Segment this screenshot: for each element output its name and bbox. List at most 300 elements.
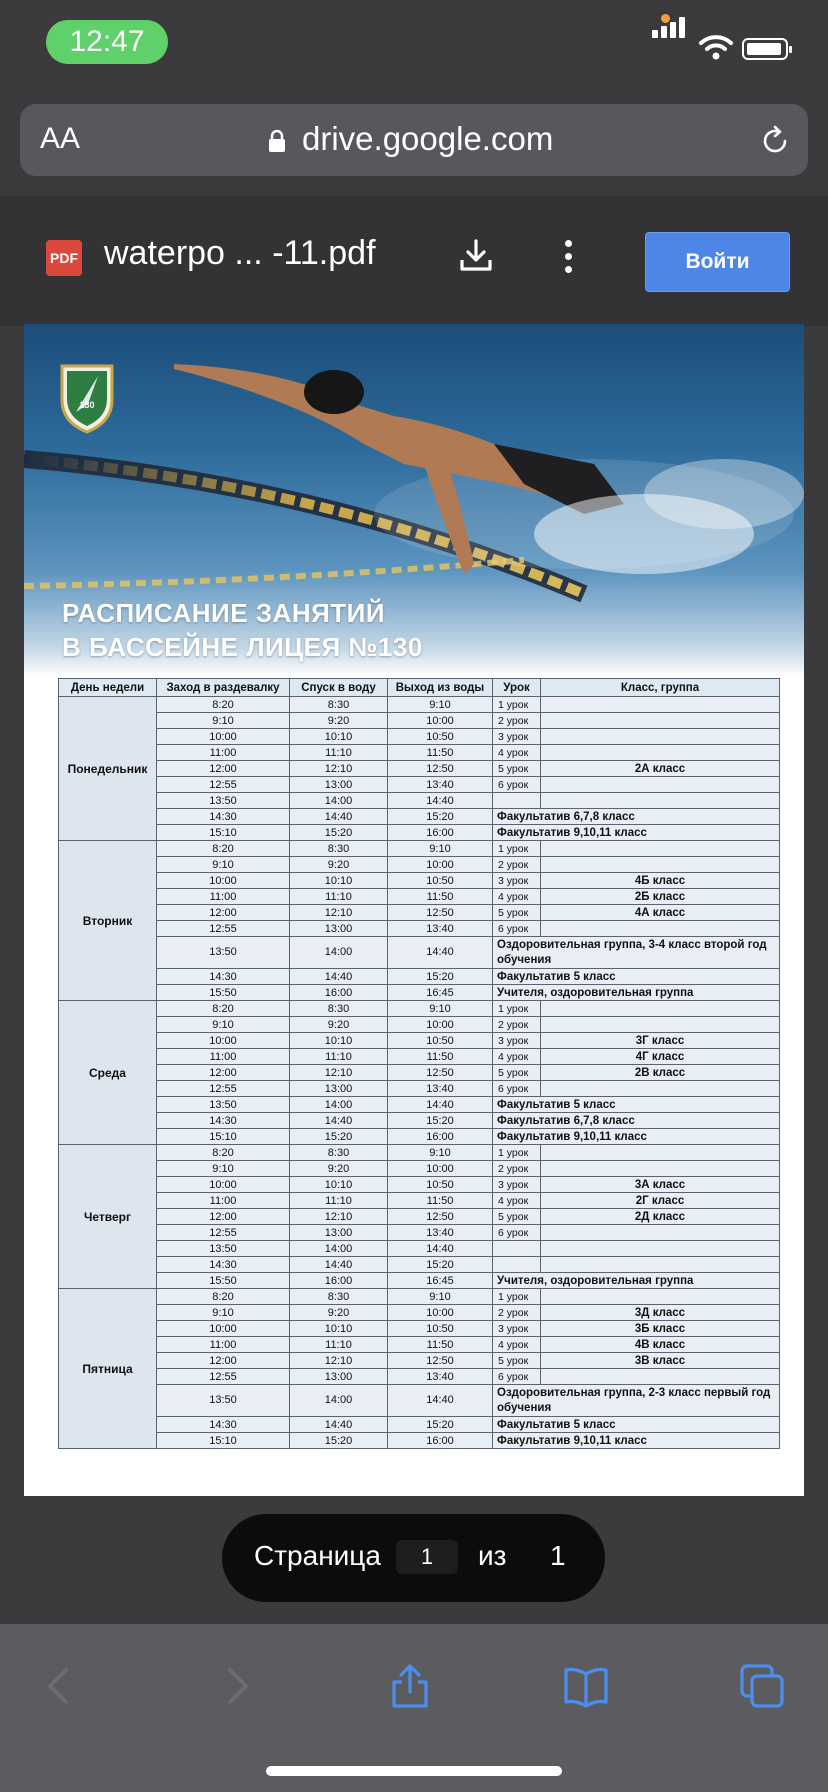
entry-time-cell: 11:00: [157, 1337, 290, 1353]
status-time[interactable]: 12:47: [46, 20, 168, 64]
water-start-cell: 8:30: [290, 1001, 388, 1017]
table-row: [59, 793, 780, 809]
group-span-cell: Факультатив 6,7,8 класс: [493, 809, 780, 825]
water-start-cell: 8:30: [290, 841, 388, 857]
water-start-cell: 12:10: [290, 1353, 388, 1369]
group-span-cell: Учителя, оздоровительная группа: [493, 985, 780, 1001]
class-group-cell: 4А класс: [541, 905, 780, 921]
water-start-cell: 14:00: [290, 1097, 388, 1113]
water-end-cell: 11:50: [388, 1337, 493, 1353]
water-end-cell: 16:00: [388, 825, 493, 841]
forward-icon[interactable]: [212, 1662, 260, 1710]
login-button[interactable]: Войти: [645, 232, 790, 292]
water-end-cell: 15:20: [388, 809, 493, 825]
day-cell: Вторник: [59, 841, 157, 1001]
table-row: [59, 1337, 780, 1353]
pdf-file-icon: PDF: [46, 240, 82, 276]
reload-icon[interactable]: [758, 124, 792, 158]
water-start-cell: 16:00: [290, 985, 388, 1001]
lesson-cell: 1 урок: [493, 1001, 541, 1017]
class-group-cell: [541, 857, 780, 873]
lesson-cell: 6 урок: [493, 1081, 541, 1097]
entry-time-cell: 11:00: [157, 1193, 290, 1209]
water-start-cell: 13:00: [290, 1081, 388, 1097]
home-indicator[interactable]: [266, 1766, 562, 1776]
entry-time-cell: 12:55: [157, 1225, 290, 1241]
table-row: [59, 1385, 780, 1417]
table-row: [59, 889, 780, 905]
water-start-cell: 11:10: [290, 1193, 388, 1209]
class-group-cell: 3Г класс: [541, 1033, 780, 1049]
pdf-page: [24, 324, 804, 1496]
url-text[interactable]: drive.google.com: [302, 120, 554, 157]
total-pages: 1: [550, 1540, 566, 1571]
download-icon[interactable]: [458, 238, 494, 274]
status-bar: [0, 0, 828, 95]
entry-time-cell: 15:10: [157, 1129, 290, 1145]
current-page-input[interactable]: 1: [396, 1540, 458, 1574]
table-row: [59, 1321, 780, 1337]
table-row: [59, 1129, 780, 1145]
water-start-cell: 15:20: [290, 1433, 388, 1449]
water-end-cell: 15:20: [388, 969, 493, 985]
class-group-cell: [541, 697, 780, 713]
title-line-2: В БАССЕЙНЕ ЛИЦЕЯ №130: [62, 632, 423, 662]
class-group-cell: 4Г класс: [541, 1049, 780, 1065]
class-group-cell: [541, 729, 780, 745]
table-row: [59, 777, 780, 793]
water-start-cell: 14:40: [290, 1113, 388, 1129]
svg-text:130: 130: [79, 400, 95, 410]
pdf-viewer-header: [0, 196, 828, 326]
group-span-cell: Факультатив 5 класс: [493, 1417, 780, 1433]
table-row: [59, 1097, 780, 1113]
entry-time-cell: 13:50: [157, 793, 290, 809]
water-end-cell: 13:40: [388, 777, 493, 793]
class-group-cell: [541, 1257, 780, 1273]
water-end-cell: 12:50: [388, 1209, 493, 1225]
water-end-cell: 12:50: [388, 1353, 493, 1369]
water-end-cell: 14:40: [388, 937, 493, 969]
water-start-cell: 13:00: [290, 1369, 388, 1385]
address-bar[interactable]: [20, 104, 808, 176]
water-start-cell: 15:20: [290, 1129, 388, 1145]
class-group-cell: [541, 1241, 780, 1257]
entry-time-cell: 8:20: [157, 697, 290, 713]
water-end-cell: 10:00: [388, 1017, 493, 1033]
column-header: Выход из воды: [388, 679, 493, 697]
lesson-cell: 5 урок: [493, 905, 541, 921]
table-row: [59, 1273, 780, 1289]
water-start-cell: 10:10: [290, 1321, 388, 1337]
back-icon[interactable]: [36, 1662, 84, 1710]
water-start-cell: 10:10: [290, 729, 388, 745]
water-end-cell: 10:50: [388, 1321, 493, 1337]
water-end-cell: 16:00: [388, 1129, 493, 1145]
table-row: [59, 1353, 780, 1369]
entry-time-cell: 9:10: [157, 1017, 290, 1033]
entry-time-cell: 9:10: [157, 713, 290, 729]
entry-time-cell: 14:30: [157, 1417, 290, 1433]
day-cell: Среда: [59, 1001, 157, 1145]
table-row: [59, 1065, 780, 1081]
water-start-cell: 14:40: [290, 1257, 388, 1273]
table-row: [59, 1049, 780, 1065]
table-row: [59, 1433, 780, 1449]
water-start-cell: 9:20: [290, 1161, 388, 1177]
entry-time-cell: 9:10: [157, 1305, 290, 1321]
water-end-cell: 11:50: [388, 745, 493, 761]
group-span-cell: Учителя, оздоровительная группа: [493, 1273, 780, 1289]
water-end-cell: 12:50: [388, 1065, 493, 1081]
group-span-cell: Факультатив 9,10,11 класс: [493, 825, 780, 841]
class-group-cell: [541, 1225, 780, 1241]
table-row: [59, 729, 780, 745]
table-row: [59, 745, 780, 761]
entry-time-cell: 15:10: [157, 1433, 290, 1449]
swimmer-hero-image: [24, 324, 804, 676]
title-line-1: РАСПИСАНИЕ ЗАНЯТИЙ: [62, 598, 386, 628]
table-row: [59, 1081, 780, 1097]
column-header: День недели: [59, 679, 157, 697]
table-row: [59, 713, 780, 729]
water-start-cell: 14:00: [290, 937, 388, 969]
water-end-cell: 13:40: [388, 921, 493, 937]
entry-time-cell: 15:50: [157, 1273, 290, 1289]
water-start-cell: 9:20: [290, 857, 388, 873]
entry-time-cell: 12:00: [157, 761, 290, 777]
entry-time-cell: 12:00: [157, 1065, 290, 1081]
group-span-cell: Факультатив 5 класс: [493, 1097, 780, 1113]
entry-time-cell: 12:00: [157, 1209, 290, 1225]
class-group-cell: 2А класс: [541, 761, 780, 777]
entry-time-cell: 15:50: [157, 985, 290, 1001]
entry-time-cell: 13:50: [157, 937, 290, 969]
lesson-cell: 4 урок: [493, 745, 541, 761]
class-group-cell: [541, 841, 780, 857]
entry-time-cell: 12:55: [157, 1081, 290, 1097]
entry-time-cell: 8:20: [157, 1001, 290, 1017]
water-end-cell: 10:50: [388, 729, 493, 745]
recording-indicator: [661, 14, 670, 23]
group-span-cell: Факультатив 5 класс: [493, 969, 780, 985]
table-row: [59, 1113, 780, 1129]
entry-time-cell: 8:20: [157, 841, 290, 857]
day-cell: Понедельник: [59, 697, 157, 841]
class-group-cell: [541, 745, 780, 761]
table-row: [59, 1289, 780, 1305]
table-row: [59, 1145, 780, 1161]
water-end-cell: 14:40: [388, 1097, 493, 1113]
entry-time-cell: 12:55: [157, 1369, 290, 1385]
school-emblem-logo: [58, 362, 116, 434]
lesson-cell: 3 урок: [493, 729, 541, 745]
lesson-cell: 5 урок: [493, 1209, 541, 1225]
water-end-cell: 9:10: [388, 1145, 493, 1161]
lesson-cell: 1 урок: [493, 1289, 541, 1305]
lesson-cell: 6 урок: [493, 777, 541, 793]
class-group-cell: [541, 713, 780, 729]
class-group-cell: [541, 1017, 780, 1033]
entry-time-cell: 10:00: [157, 729, 290, 745]
lesson-cell: 4 урок: [493, 889, 541, 905]
lesson-cell: 1 урок: [493, 697, 541, 713]
lesson-cell: 3 урок: [493, 1177, 541, 1193]
table-row: [59, 1177, 780, 1193]
entry-time-cell: 13:50: [157, 1385, 290, 1417]
water-end-cell: 14:40: [388, 793, 493, 809]
water-start-cell: 14:40: [290, 1417, 388, 1433]
more-options-icon[interactable]: [565, 240, 572, 279]
entry-time-cell: 12:55: [157, 921, 290, 937]
lesson-cell: 2 урок: [493, 1017, 541, 1033]
table-row: [59, 1001, 780, 1017]
class-group-cell: 3Б класс: [541, 1321, 780, 1337]
water-end-cell: 12:50: [388, 761, 493, 777]
lesson-cell: 2 урок: [493, 713, 541, 729]
water-start-cell: 11:10: [290, 1049, 388, 1065]
table-row: [59, 1257, 780, 1273]
water-end-cell: 11:50: [388, 889, 493, 905]
water-end-cell: 9:10: [388, 1001, 493, 1017]
table-row: [59, 857, 780, 873]
water-end-cell: 9:10: [388, 841, 493, 857]
water-start-cell: 10:10: [290, 873, 388, 889]
entry-time-cell: 8:20: [157, 1145, 290, 1161]
entry-time-cell: 13:50: [157, 1241, 290, 1257]
water-end-cell: 10:50: [388, 873, 493, 889]
page-label: Страница: [254, 1540, 381, 1571]
class-group-cell: [541, 1145, 780, 1161]
water-end-cell: 10:50: [388, 1033, 493, 1049]
class-group-cell: 3В класс: [541, 1353, 780, 1369]
water-end-cell: 14:40: [388, 1385, 493, 1417]
class-group-cell: 2В класс: [541, 1065, 780, 1081]
lesson-cell: 3 урок: [493, 1321, 541, 1337]
water-start-cell: 11:10: [290, 1337, 388, 1353]
entry-time-cell: 10:00: [157, 1033, 290, 1049]
class-group-cell: 4Б класс: [541, 873, 780, 889]
water-start-cell: 14:00: [290, 1385, 388, 1417]
entry-time-cell: 15:10: [157, 825, 290, 841]
lesson-cell: 3 урок: [493, 873, 541, 889]
class-group-cell: 3А класс: [541, 1177, 780, 1193]
class-group-cell: 2Б класс: [541, 889, 780, 905]
reader-options-label: AA: [40, 122, 81, 155]
table-row: [59, 905, 780, 921]
entry-time-cell: 11:00: [157, 745, 290, 761]
water-end-cell: 9:10: [388, 697, 493, 713]
table-row: [59, 937, 780, 969]
water-start-cell: 10:10: [290, 1177, 388, 1193]
water-end-cell: 15:20: [388, 1257, 493, 1273]
lesson-cell: [493, 1257, 541, 1273]
entry-time-cell: 10:00: [157, 1321, 290, 1337]
water-start-cell: 10:10: [290, 1033, 388, 1049]
lesson-cell: [493, 793, 541, 809]
table-row: [59, 921, 780, 937]
table-row: [59, 697, 780, 713]
lesson-cell: 1 урок: [493, 841, 541, 857]
group-span-cell: Факультатив 9,10,11 класс: [493, 1433, 780, 1449]
entry-time-cell: 14:30: [157, 809, 290, 825]
class-group-cell: 3Д класс: [541, 1305, 780, 1321]
entry-time-cell: 14:30: [157, 1257, 290, 1273]
table-row: [59, 1417, 780, 1433]
table-row: [59, 1369, 780, 1385]
column-header: Класс, группа: [541, 679, 780, 697]
table-row: [59, 841, 780, 857]
entry-time-cell: 12:00: [157, 1353, 290, 1369]
water-end-cell: 16:45: [388, 1273, 493, 1289]
group-span-cell: Оздоровительная группа, 2-3 класс первый год обучения: [493, 1385, 780, 1417]
water-end-cell: 16:45: [388, 985, 493, 1001]
lesson-cell: [493, 1241, 541, 1257]
water-end-cell: 16:00: [388, 1433, 493, 1449]
water-start-cell: 14:00: [290, 793, 388, 809]
entry-time-cell: 13:50: [157, 1097, 290, 1113]
table-row: [59, 1033, 780, 1049]
lock-icon: [267, 129, 287, 153]
water-end-cell: 10:50: [388, 1177, 493, 1193]
water-end-cell: 13:40: [388, 1225, 493, 1241]
entry-time-cell: 9:10: [157, 1161, 290, 1177]
water-start-cell: 9:20: [290, 1305, 388, 1321]
entry-time-cell: 14:30: [157, 1113, 290, 1129]
table-row: [59, 1161, 780, 1177]
water-start-cell: 9:20: [290, 1017, 388, 1033]
class-group-cell: [541, 1369, 780, 1385]
file-name: waterpo ... -11.pdf: [104, 234, 376, 272]
table-row: [59, 873, 780, 889]
lesson-cell: 5 урок: [493, 1065, 541, 1081]
entry-time-cell: 12:55: [157, 777, 290, 793]
water-end-cell: 11:50: [388, 1193, 493, 1209]
lesson-cell: 4 урок: [493, 1193, 541, 1209]
column-header: Заход в раздевалку: [157, 679, 290, 697]
browser-toolbar: [0, 1624, 828, 1792]
entry-time-cell: 8:20: [157, 1289, 290, 1305]
water-start-cell: 8:30: [290, 697, 388, 713]
water-start-cell: 15:20: [290, 825, 388, 841]
table-row: [59, 1209, 780, 1225]
water-end-cell: 11:50: [388, 1049, 493, 1065]
water-start-cell: 13:00: [290, 1225, 388, 1241]
water-start-cell: 9:20: [290, 713, 388, 729]
lesson-cell: 2 урок: [493, 1161, 541, 1177]
document-title: [62, 596, 423, 664]
water-start-cell: 14:40: [290, 809, 388, 825]
water-end-cell: 10:00: [388, 857, 493, 873]
water-end-cell: 13:40: [388, 1081, 493, 1097]
group-span-cell: Факультатив 6,7,8 класс: [493, 1113, 780, 1129]
lesson-cell: 4 урок: [493, 1337, 541, 1353]
lesson-cell: 4 урок: [493, 1049, 541, 1065]
class-group-cell: 2Г класс: [541, 1193, 780, 1209]
entry-time-cell: 11:00: [157, 889, 290, 905]
water-end-cell: 14:40: [388, 1241, 493, 1257]
water-start-cell: 11:10: [290, 889, 388, 905]
water-start-cell: 12:10: [290, 905, 388, 921]
water-start-cell: 13:00: [290, 921, 388, 937]
table-row: [59, 1193, 780, 1209]
water-start-cell: 12:10: [290, 1065, 388, 1081]
table-row: [59, 1241, 780, 1257]
reader-options-button[interactable]: [40, 122, 80, 156]
class-group-cell: [541, 793, 780, 809]
lesson-cell: 5 урок: [493, 1353, 541, 1369]
group-span-cell: Оздоровительная группа, 3-4 класс второй год обучения: [493, 937, 780, 969]
entry-time-cell: 12:00: [157, 905, 290, 921]
wifi-icon: [699, 34, 733, 60]
schedule-table: [58, 678, 780, 1449]
lesson-cell: 2 урок: [493, 857, 541, 873]
water-end-cell: 15:20: [388, 1417, 493, 1433]
entry-time-cell: 14:30: [157, 969, 290, 985]
lesson-cell: 6 урок: [493, 1369, 541, 1385]
water-start-cell: 8:30: [290, 1145, 388, 1161]
table-header-row: [59, 679, 780, 697]
class-group-cell: [541, 1001, 780, 1017]
column-header: Урок: [493, 679, 541, 697]
group-span-cell: Факультатив 9,10,11 класс: [493, 1129, 780, 1145]
class-group-cell: [541, 921, 780, 937]
class-group-cell: [541, 1161, 780, 1177]
table-row: [59, 825, 780, 841]
class-group-cell: [541, 1289, 780, 1305]
water-start-cell: 13:00: [290, 777, 388, 793]
battery-icon: [742, 38, 788, 60]
water-start-cell: 14:40: [290, 969, 388, 985]
table-row: [59, 1305, 780, 1321]
class-group-cell: 4В класс: [541, 1337, 780, 1353]
day-cell: Пятница: [59, 1289, 157, 1449]
table-row: [59, 985, 780, 1001]
lesson-cell: 3 урок: [493, 1033, 541, 1049]
page-of-label: из: [478, 1540, 507, 1571]
water-end-cell: 13:40: [388, 1369, 493, 1385]
lesson-cell: 1 урок: [493, 1145, 541, 1161]
water-end-cell: 12:50: [388, 905, 493, 921]
water-start-cell: 12:10: [290, 761, 388, 777]
entry-time-cell: 10:00: [157, 1177, 290, 1193]
page-indicator: [222, 1514, 605, 1602]
water-end-cell: 10:00: [388, 1161, 493, 1177]
water-end-cell: 10:00: [388, 1305, 493, 1321]
water-start-cell: 12:10: [290, 1209, 388, 1225]
share-icon[interactable]: [386, 1662, 434, 1710]
class-group-cell: [541, 777, 780, 793]
lesson-cell: 6 урок: [493, 921, 541, 937]
table-row: [59, 809, 780, 825]
lesson-cell: 5 урок: [493, 761, 541, 777]
entry-time-cell: 9:10: [157, 857, 290, 873]
lesson-cell: 6 урок: [493, 1225, 541, 1241]
day-cell: Четверг: [59, 1145, 157, 1289]
table-row: [59, 969, 780, 985]
tabs-icon[interactable]: [738, 1662, 786, 1710]
entry-time-cell: 10:00: [157, 873, 290, 889]
water-end-cell: 9:10: [388, 1289, 493, 1305]
class-group-cell: 2Д класс: [541, 1209, 780, 1225]
table-row: [59, 761, 780, 777]
table-row: [59, 1017, 780, 1033]
water-start-cell: 16:00: [290, 1273, 388, 1289]
class-group-cell: [541, 1081, 780, 1097]
table-row: [59, 1225, 780, 1241]
bookmarks-icon[interactable]: [562, 1662, 610, 1710]
lesson-cell: 2 урок: [493, 1305, 541, 1321]
